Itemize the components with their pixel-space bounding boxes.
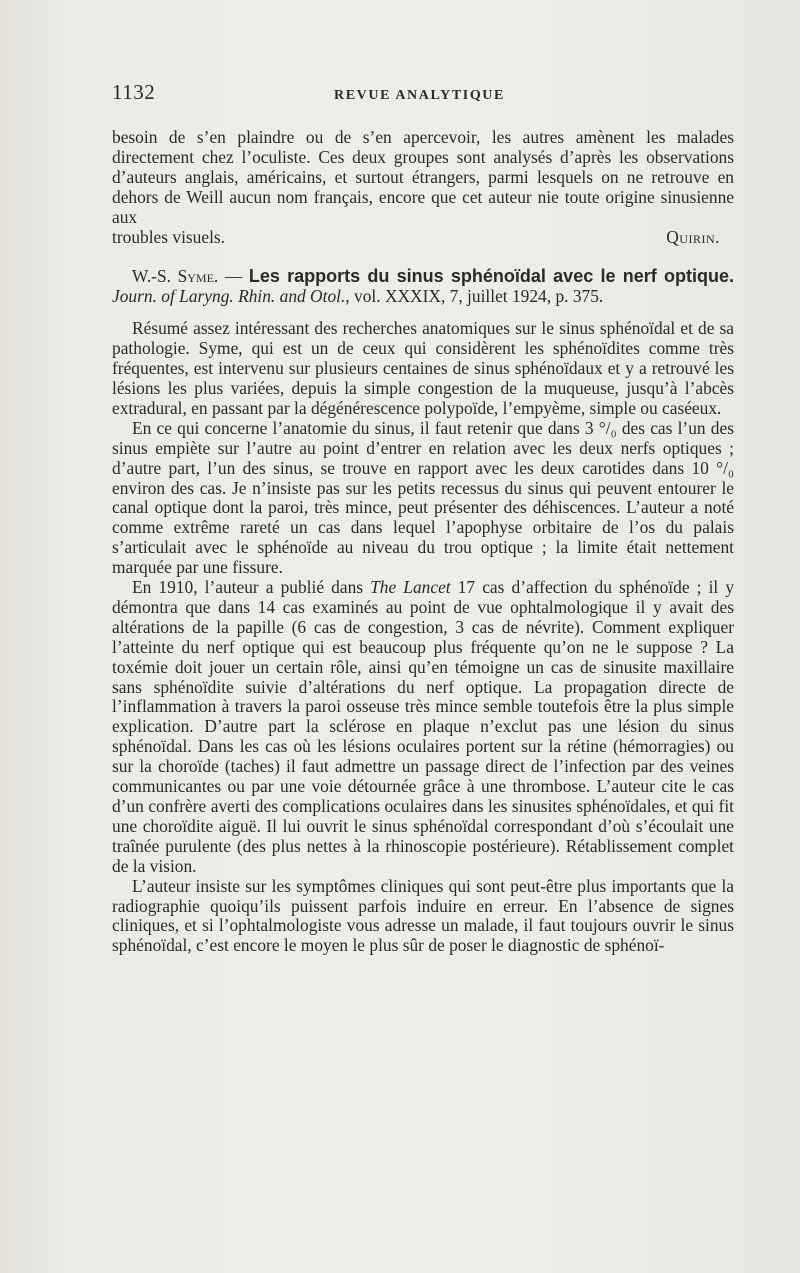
previous-review-ending — [112, 128, 734, 247]
page-number: 1132 — [112, 80, 156, 104]
citation-author: W.-S. Syme. — [132, 266, 219, 287]
citation-journal: Journ. of Laryng. Rhin. and Otol. — [112, 286, 346, 307]
citation-dash: — — [218, 266, 249, 287]
running-title: REVUE ANALYTIQUE — [334, 88, 505, 103]
lancet-text-after: 17 cas d’affection du sphénoïde ; il y démontra que dans 14 cas examinés au point de vue ophtalmologique il y avait des altérations de la papille (6 cas de congestion, 3 cas de névrite). Comment expliquer l’atteinte du nerf optique qui est beaucoup plus fréquente qu’on ne le suppose ? La toxémie doit jouer un certain rôle, ainsi qu’en témoigne un cas de sinusite maxillaire sans sphénoïdite suivie d’altérations du nerf optique. La propagation directe de l’inflammation à travers la paroi osseuse très mince semble toutefois être la plus simple explication. D’autre part la sclérose en plaque n’exclut pas une lésion du sinus sphénoïdal. Dans les cas où les lésions oculaires portent sur la rétine (hémorragies) ou sur la choroïde (taches) il faut admettre un passage direct de l’infection par des veines communicantes ou par une voie détournée grâce à une thrombose. L’auteur cite le cas d’un confrère averti des complications oculaires dans les sinusites sphénoïdales, et qui fit une choroïdite aiguë. Il lui ouvrit le sinus sphénoïdal correspondant d’où s’écoulait une traînée purulente (des plus nettes à la rhinoscopie postérieure). Rétablissement complet de la vision. — [112, 577, 735, 876]
reviewer-signature: Quirin. — [666, 226, 720, 247]
body-paragraph-lancet — [112, 578, 734, 877]
citation-title: Les rapports du sinus sphénoïdal avec le nerf optique. — [248, 266, 734, 287]
lancet-journal: The Lancet — [370, 577, 451, 598]
lancet-text-before: En 1910, l’auteur a publié dans — [132, 577, 371, 598]
body-paragraph-anatomy: En ce qui concerne l’anatomie du sinus, il faut retenir que dans 3 °/₀ des cas l’un des sinus empiète sur l’autre au point d’entrer en relation avec les deux nerfs optiques ; d’autre part, l’un des sinus, se trouve en rapport avec les deux carotides dans 10 °/₀ environ des cas. Je n’insiste pas sur les petits recessus du sinus qui peuvent entourer le canal optique dont la paroi, très mince, peut présenter des déhiscences. L’auteur a noté comme extrême rareté un cas dans lequel l’apophyse orbitaire de l’os du palais s’articulait avec le sphénoïde au niveau du trou optique ; la limite était nettement marquée par une fissure. — [112, 417, 734, 578]
closing-line — [112, 228, 734, 248]
body-paragraph-symptoms: L’auteur insiste sur les symptômes cliniques qui sont peut-être plus importants que la radiographie quoiqu’ils puissent parfois induire en erreur. En l’absence de signes cliniques, et si l’ophtalmologiste vous adresse un malade, il faut toujours ouvrir le sinus sphénoïdal, c’est encore le moyen le plus sûr de poser le diagnostic de sphénoï- — [112, 875, 734, 956]
closing-text: troubles visuels. — [112, 226, 226, 247]
paragraph-continuation: besoin de s’en plaindre ou de s’en apercevoir, les autres amènent les malades directement chez l’oculiste. Ces deux groupes sont analysés d’après les observations d’auteurs anglais, américains, et surtout étrangers, parmi lesquels on ne retrouve en dehors de Weill aucun nom français, encore que cet auteur nie toute origine sinusienne aux — [112, 127, 734, 227]
body-paragraph-summary: Résumé assez intéressant des recherches anatomiques sur le sinus sphénoïdal et de sa pathologie. Syme, qui est un de ceux qui considèrent les sphénoïdites comme très fréquentes, est intervenu sur plusieurs centaines de sinus sphénoïdaux et y a retrouvé les lésions les plus variées, depuis la simple congestion de la muqueuse, jusqu’à l’abcès extradural, en passant par la dégénérescence polypoïde, l’empyème, simple ou caséeux. — [112, 318, 734, 418]
page-header — [112, 80, 734, 114]
article-citation — [112, 267, 734, 307]
citation-details: , vol. XXXIX, 7, juillet 1924, p. 375. — [345, 286, 604, 307]
